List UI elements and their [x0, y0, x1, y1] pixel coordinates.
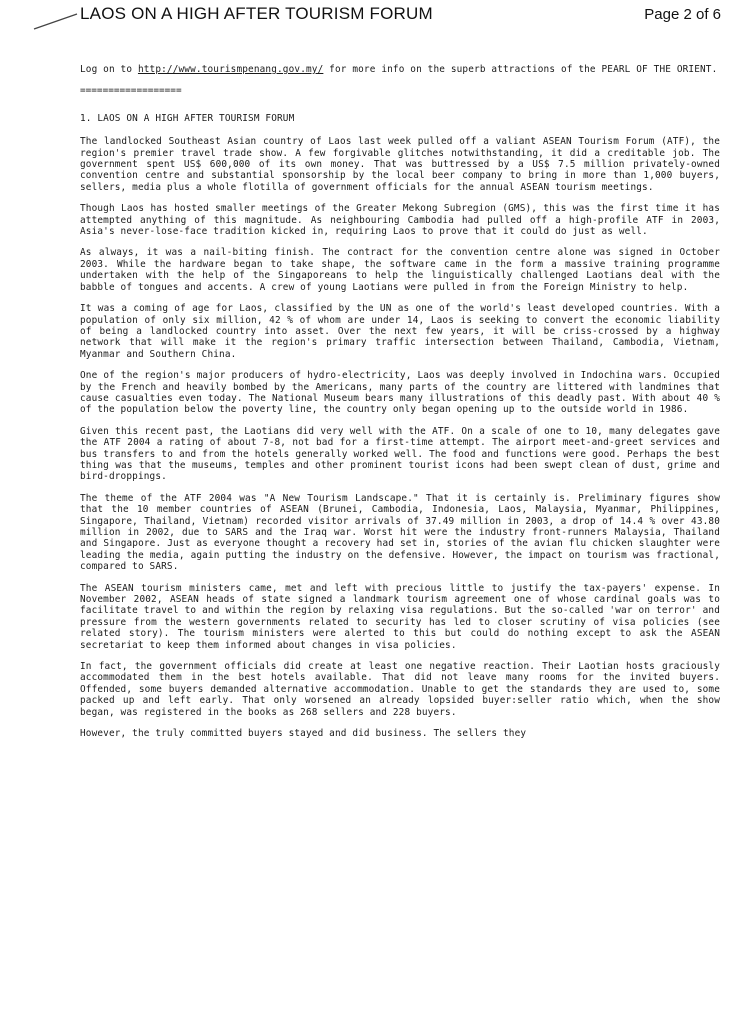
pen-stroke-mark — [33, 12, 79, 32]
paragraph: As always, it was a nail-biting finish. The contract for the convention centre alone was signed in October 2003. While the hardware began to take shape, the software came in the form a massive training programme undertaken with the help of the Singaporeans to help the linguistically challenged Laotians deal with the babble of tongues and accents. A crew of young Laotians were pulled in from the Foreign Ministry to help. — [80, 247, 720, 293]
tourism-link[interactable]: http://www.tourismpenang.gov.my/ — [137, 64, 324, 75]
intro-prefix: Log on to — [80, 64, 138, 75]
intro-line — [80, 64, 720, 75]
article-heading: 1. LAOS ON A HIGH AFTER TOURISM FORUM — [80, 112, 295, 124]
paragraph: One of the region's major producers of hydro-electricity, Laos was deeply involved in Indochina wars. Occupied by the French and heavily bombed by the Americans, many parts of the country are littered with landmines that cause casualties even today. The National Museum bears many illustrations of this deadly past. With about 40 % of the population below the poverty line, the country only began opening up to the outside world in 1986. — [80, 370, 720, 416]
intro-suffix: for more info on the superb attractions of the PEARL OF THE ORIENT. — [323, 64, 718, 75]
paragraph: The landlocked Southeast Asian country of Laos last week pulled off a valiant ASEAN Tourism Forum (ATF), the region's premier travel trade show. A few forgivable glitches notwithstanding, it did a creditable job. The government spent US$ 600,000 of its own money. That was buttressed by a US$ 7.5 million privately-owned convention centre and substantial sponsorship by the local beer company to bring in more than 1,000 buyers, sellers, media plus a whole flotilla of government officials for the annual ASEAN tourism meetings. — [80, 136, 720, 193]
document-body — [80, 64, 720, 750]
paragraph: Given this recent past, the Laotians did very well with the ATF. On a scale of one to 10, many delegates gave the ATF 2004 a rating of about 7-8, not bad for a first-time attempt. The airport meet-and-greet services and bus transfers to and from the hotels generally worked well. The food and functions were good. Perhaps the best thing was that the museums, temples and other prominent tourist icons had been swept clean of dust, grime and bird-droppings. — [80, 425, 720, 483]
document-title: LAOS ON A HIGH AFTER TOURISM FORUM — [80, 4, 433, 23]
paragraph: The ASEAN tourism ministers came, met and left with precious little to justify the tax-payers' expense. In November 2002, ASEAN heads of state signed a landmark tourism agreement one of whose cardinal goals was to facilitate travel to and within the region by relaxing visa regulations. But the so-called 'war on terror' and pressure from the western governments related to security has led to closer scrutiny of visa policies (see related story). The tourism ministers were alerted to this but could do nothing except to ask the ASEAN secretariat to keep them informed about changes in visa policies. — [80, 582, 720, 651]
divider-line: ================== — [80, 85, 182, 97]
page-number: Page 2 of 6 — [644, 6, 721, 23]
paragraph: In fact, the government officials did create at least one negative reaction. Their Laotian hosts graciously accommodated them in the best hotels available. That did not leave many rooms for the invited buyers. Offended, some buyers demanded alternative accommodation. Unable to get the standards they are used to, some packed up and left early. That only worsened an already lopsided buyer:seller ratio which, when the show began, was registered in the books as 268 sellers and 228 buyers. — [80, 661, 720, 718]
paragraph: Though Laos has hosted smaller meetings of the Greater Mekong Subregion (GMS), this was the first time it has attempted anything of this magnitude. As neighbouring Cambodia had pulled off a high-profile ATF in 2003, Asia's never-lose-face tradition kicked in, requiring Laos to prove that it could do just as well. — [80, 203, 720, 238]
paragraph: However, the truly committed buyers stayed and did business. The sellers they — [80, 728, 527, 740]
paragraph: The theme of the ATF 2004 was "A New Tourism Landscape." That it is certainly is. Preliminary figures show that the 10 member countries of ASEAN (Brunei, Cambodia, Indonesia, Laos, Malaysia, Myanmar, Philippines, Singapore, Thailand, Vietnam) recorded visitor arrivals of 37.49 million in 2003, a drop of 14.4 % over 43.80 million in 2002, due to SARS and the Iraq war. Worst hit were the industry front-runners Malaysia, Thailand and Singapore. Just as everyone thought a recovery had set in, stories of the avian flu chicken slaughter were leading the media, again putting the industry on the defensive. However, the impact on tourism was fractional, compared to SARS. — [80, 492, 720, 573]
paragraph: It was a coming of age for Laos, classified by the UN as one of the world's least developed countries. With a population of only six million, 42 % of whom are under 14, Laos is seeking to convert the economic liability of being a landlocked country into asset. Over the next few years, it will be criss-crossed by a highway network that will make it the region's primary traffic intersection between Thailand, Cambodia, Vietnam, Myanmar and Southern China. — [80, 303, 720, 360]
